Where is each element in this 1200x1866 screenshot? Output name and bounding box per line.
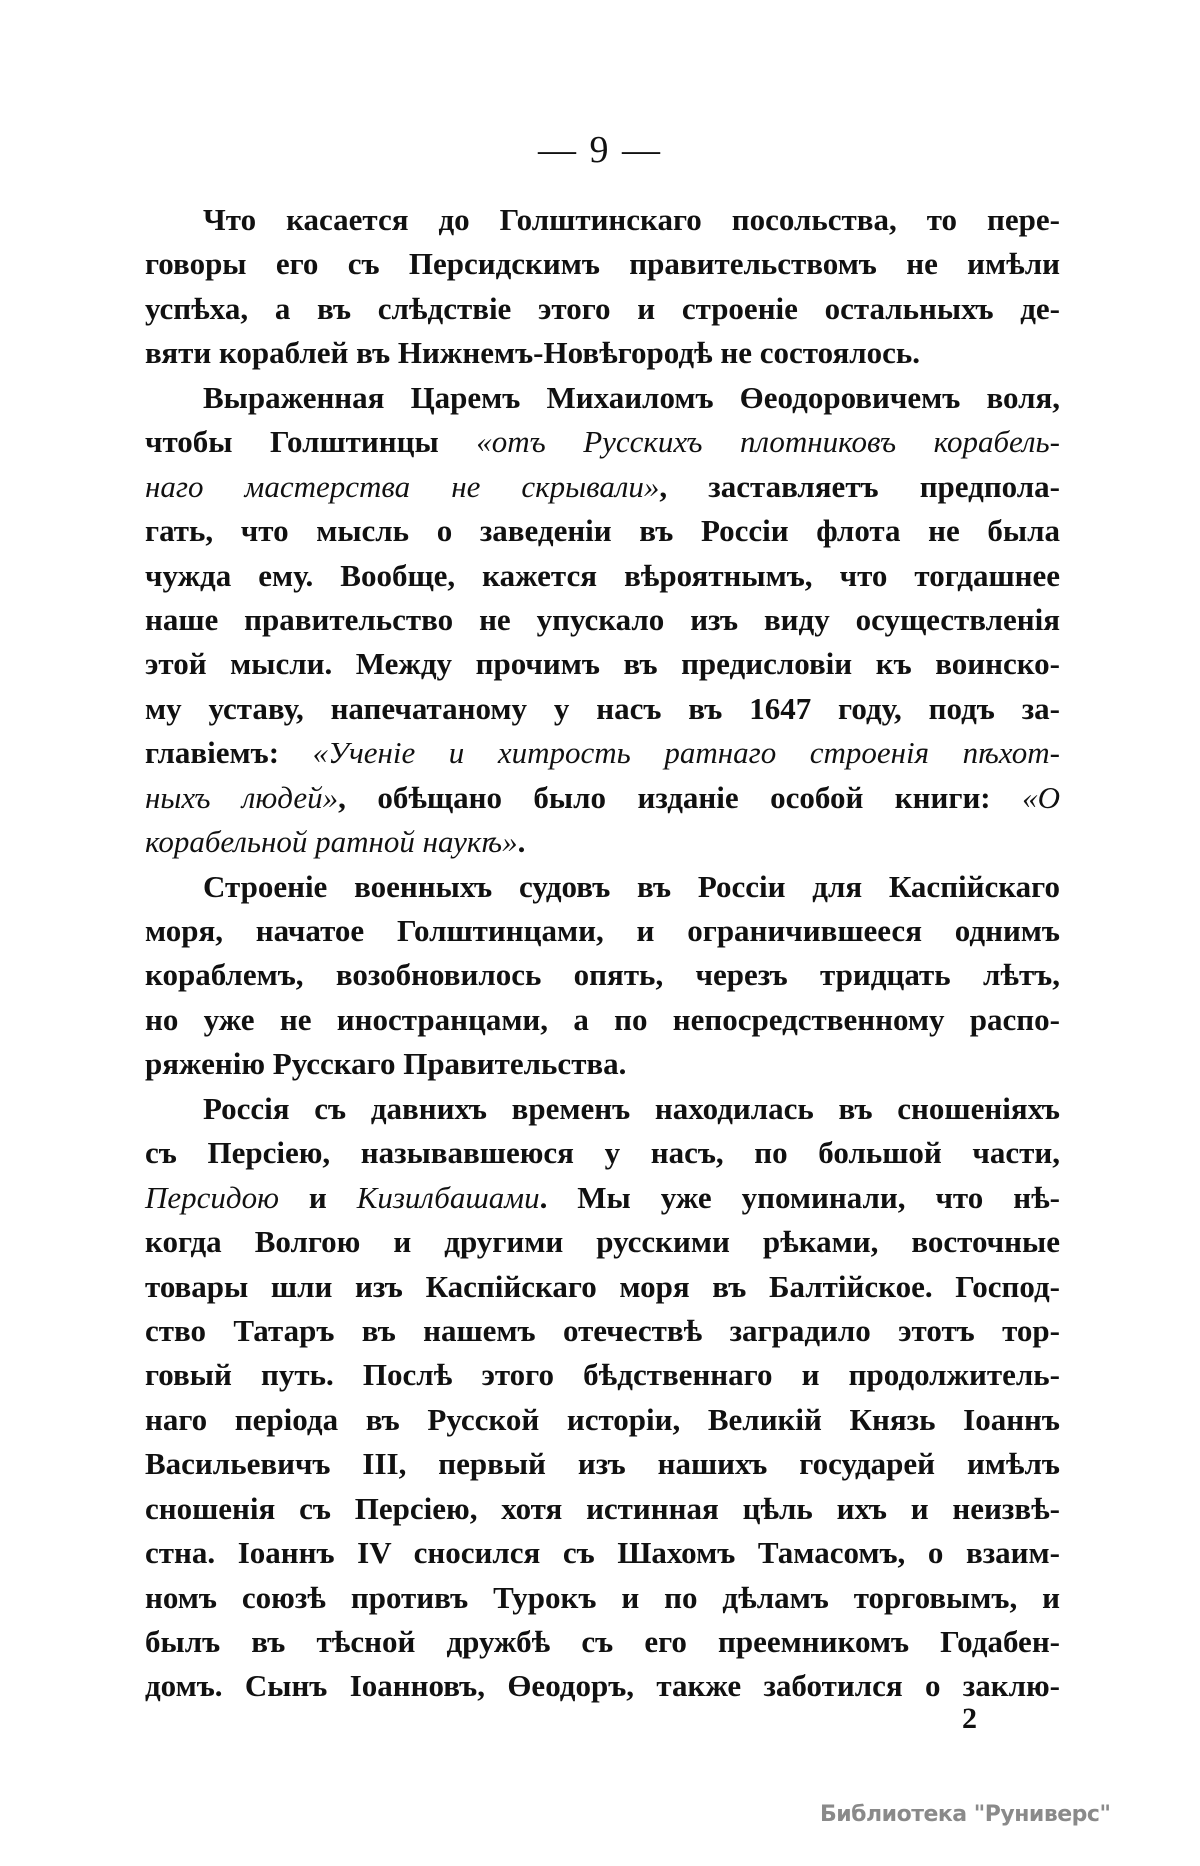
text-segment: говый путь. Послѣ этого бѣдственнаго и продолжитель- xyxy=(145,1357,1060,1393)
text-segment: главіемъ: xyxy=(145,735,313,771)
text-line xyxy=(145,998,1060,1042)
page-number: — 9 — xyxy=(538,129,662,171)
text-line xyxy=(145,909,1060,953)
italic-text: Кизилбашами xyxy=(356,1179,540,1215)
text-segment: чтобы Голштинцы xyxy=(145,424,477,460)
text-line xyxy=(145,687,1060,731)
text-segment: но уже не иностранцами, а по непосредственному распо- xyxy=(145,1001,1060,1037)
text-segment: Россія съ давнихъ временъ находилась въ сношеніяхъ xyxy=(203,1090,1060,1126)
text-line xyxy=(145,1220,1060,1264)
text-segment: успѣха, а въ слѣдствіе этого и строеніе остальныхъ де- xyxy=(145,290,1060,326)
italic-text: ныхъ людей» xyxy=(145,779,339,815)
text-segment: когда Волгою и другими русскими рѣками, восточные xyxy=(145,1224,1060,1260)
text-segment: номъ союзѣ противъ Турокъ и по дѣламъ торговымъ, и xyxy=(145,1579,1060,1615)
italic-text: наго мастерства не скрывали» xyxy=(145,468,660,504)
library-watermark: Библиотека "Руниверс" xyxy=(820,1802,1111,1827)
text-line xyxy=(145,1576,1060,1620)
text-line xyxy=(145,287,1060,331)
text-segment: . Мы уже упоминали, что нѣ- xyxy=(539,1179,1060,1215)
text-segment: Что касается до Голштинскаго посольства, то пере- xyxy=(203,202,1060,237)
text-segment: и xyxy=(278,1179,357,1215)
text-line xyxy=(145,1131,1060,1175)
text-line xyxy=(145,731,1060,775)
text-segment: сношенія съ Персіею, хотя истинная цѣль ихъ и неизвѣ- xyxy=(145,1490,1060,1526)
text-segment: съ Персіею, называвшеюся у насъ, по большой части, xyxy=(145,1135,1060,1171)
text-line xyxy=(145,1664,1060,1708)
italic-text: «Ученіе и хитрость ратнаго строенія пѣхот- xyxy=(312,735,1060,771)
text-segment: домъ. Сынъ Іоанновъ, Өеодоръ, также заботился о заклю- xyxy=(145,1668,1060,1704)
text-segment: этой мысли. Между прочимъ въ предисловіи къ воинско- xyxy=(145,646,1060,682)
text-line xyxy=(145,331,1060,375)
text-line xyxy=(145,465,1060,509)
text-segment: моря, начатое Голштинцами, и ограничившееся однимъ xyxy=(145,913,1060,948)
text-line xyxy=(145,865,1060,909)
text-line xyxy=(145,598,1060,642)
text-line xyxy=(145,420,1060,464)
italic-text: «О xyxy=(1022,779,1060,815)
text-segment: товары шли изъ Каспійскаго моря въ Балтійское. Господ- xyxy=(145,1268,1060,1304)
text-line xyxy=(145,376,1060,420)
text-segment: Васильевичъ III, первый изъ нашихъ государей имѣлъ xyxy=(145,1446,1060,1482)
text-line xyxy=(145,1620,1060,1664)
text-segment: говоры его съ Персидскимъ правительствомъ не имѣли xyxy=(145,246,1060,282)
text-segment: ство Татаръ въ нашемъ отечествѣ заградило этотъ тор- xyxy=(145,1312,1060,1348)
text-segment: наго періода въ Русской исторіи, Великій Князь Іоаннъ xyxy=(145,1401,1060,1437)
text-segment: былъ въ тѣсной дружбѣ съ его преемникомъ Годабен- xyxy=(145,1624,1060,1659)
text-line xyxy=(145,1487,1060,1531)
text-segment: Выраженная Царемъ Михаиломъ Өеодоровичемъ воля, xyxy=(203,379,1060,415)
body-text xyxy=(145,198,1060,1709)
text-segment: , заставляетъ предпола- xyxy=(659,468,1060,504)
text-segment: стна. Іоаннъ IV сносился съ Шахомъ Тамасомъ, о взаим- xyxy=(145,1535,1060,1571)
text-line xyxy=(145,509,1060,553)
text-line xyxy=(145,776,1060,820)
text-line xyxy=(145,1442,1060,1486)
italic-text: «отъ Русскихъ плотниковъ корабель- xyxy=(476,424,1060,460)
text-line xyxy=(145,642,1060,686)
text-segment: му уставу, напечатаному у насъ въ 1647 году, подъ за- xyxy=(145,690,1060,726)
text-line xyxy=(145,820,1060,864)
text-segment: вяти кораблей въ Нижнемъ-Новѣгородѣ не состоялось. xyxy=(145,335,921,371)
text-line xyxy=(145,953,1060,997)
text-line xyxy=(145,1398,1060,1442)
text-segment: Строеніе военныхъ судовъ въ Россіи для Каспійскаго xyxy=(203,868,1060,904)
text-line xyxy=(145,1176,1060,1220)
text-segment: гать, что мысль о заведеніи въ Россіи флота не была xyxy=(145,513,1060,549)
text-line xyxy=(145,1353,1060,1397)
text-segment: . xyxy=(517,824,526,860)
text-line xyxy=(145,198,1060,242)
text-line xyxy=(145,1309,1060,1353)
italic-text: Персидою xyxy=(145,1179,279,1215)
text-segment: чужда ему. Вообще, кажется вѣроятнымъ, что тогдашнее xyxy=(145,557,1060,593)
text-segment: , обѣщано было изданіе особой книги: xyxy=(338,779,1023,815)
text-line xyxy=(145,1531,1060,1575)
signature-mark: 2 xyxy=(962,1702,977,1735)
text-segment: ряженію Русскаго Правительства. xyxy=(145,1046,627,1082)
text-line xyxy=(145,1042,1060,1086)
text-line xyxy=(145,242,1060,286)
text-line xyxy=(145,1087,1060,1131)
text-segment: кораблемъ, возобновилось опять, черезъ тридцать лѣтъ, xyxy=(145,957,1060,993)
text-line xyxy=(145,554,1060,598)
italic-text: корабельной ратной наукѣ» xyxy=(145,824,518,860)
text-line xyxy=(145,1265,1060,1309)
text-segment: наше правительство не упускало изъ виду осуществленія xyxy=(145,601,1060,637)
